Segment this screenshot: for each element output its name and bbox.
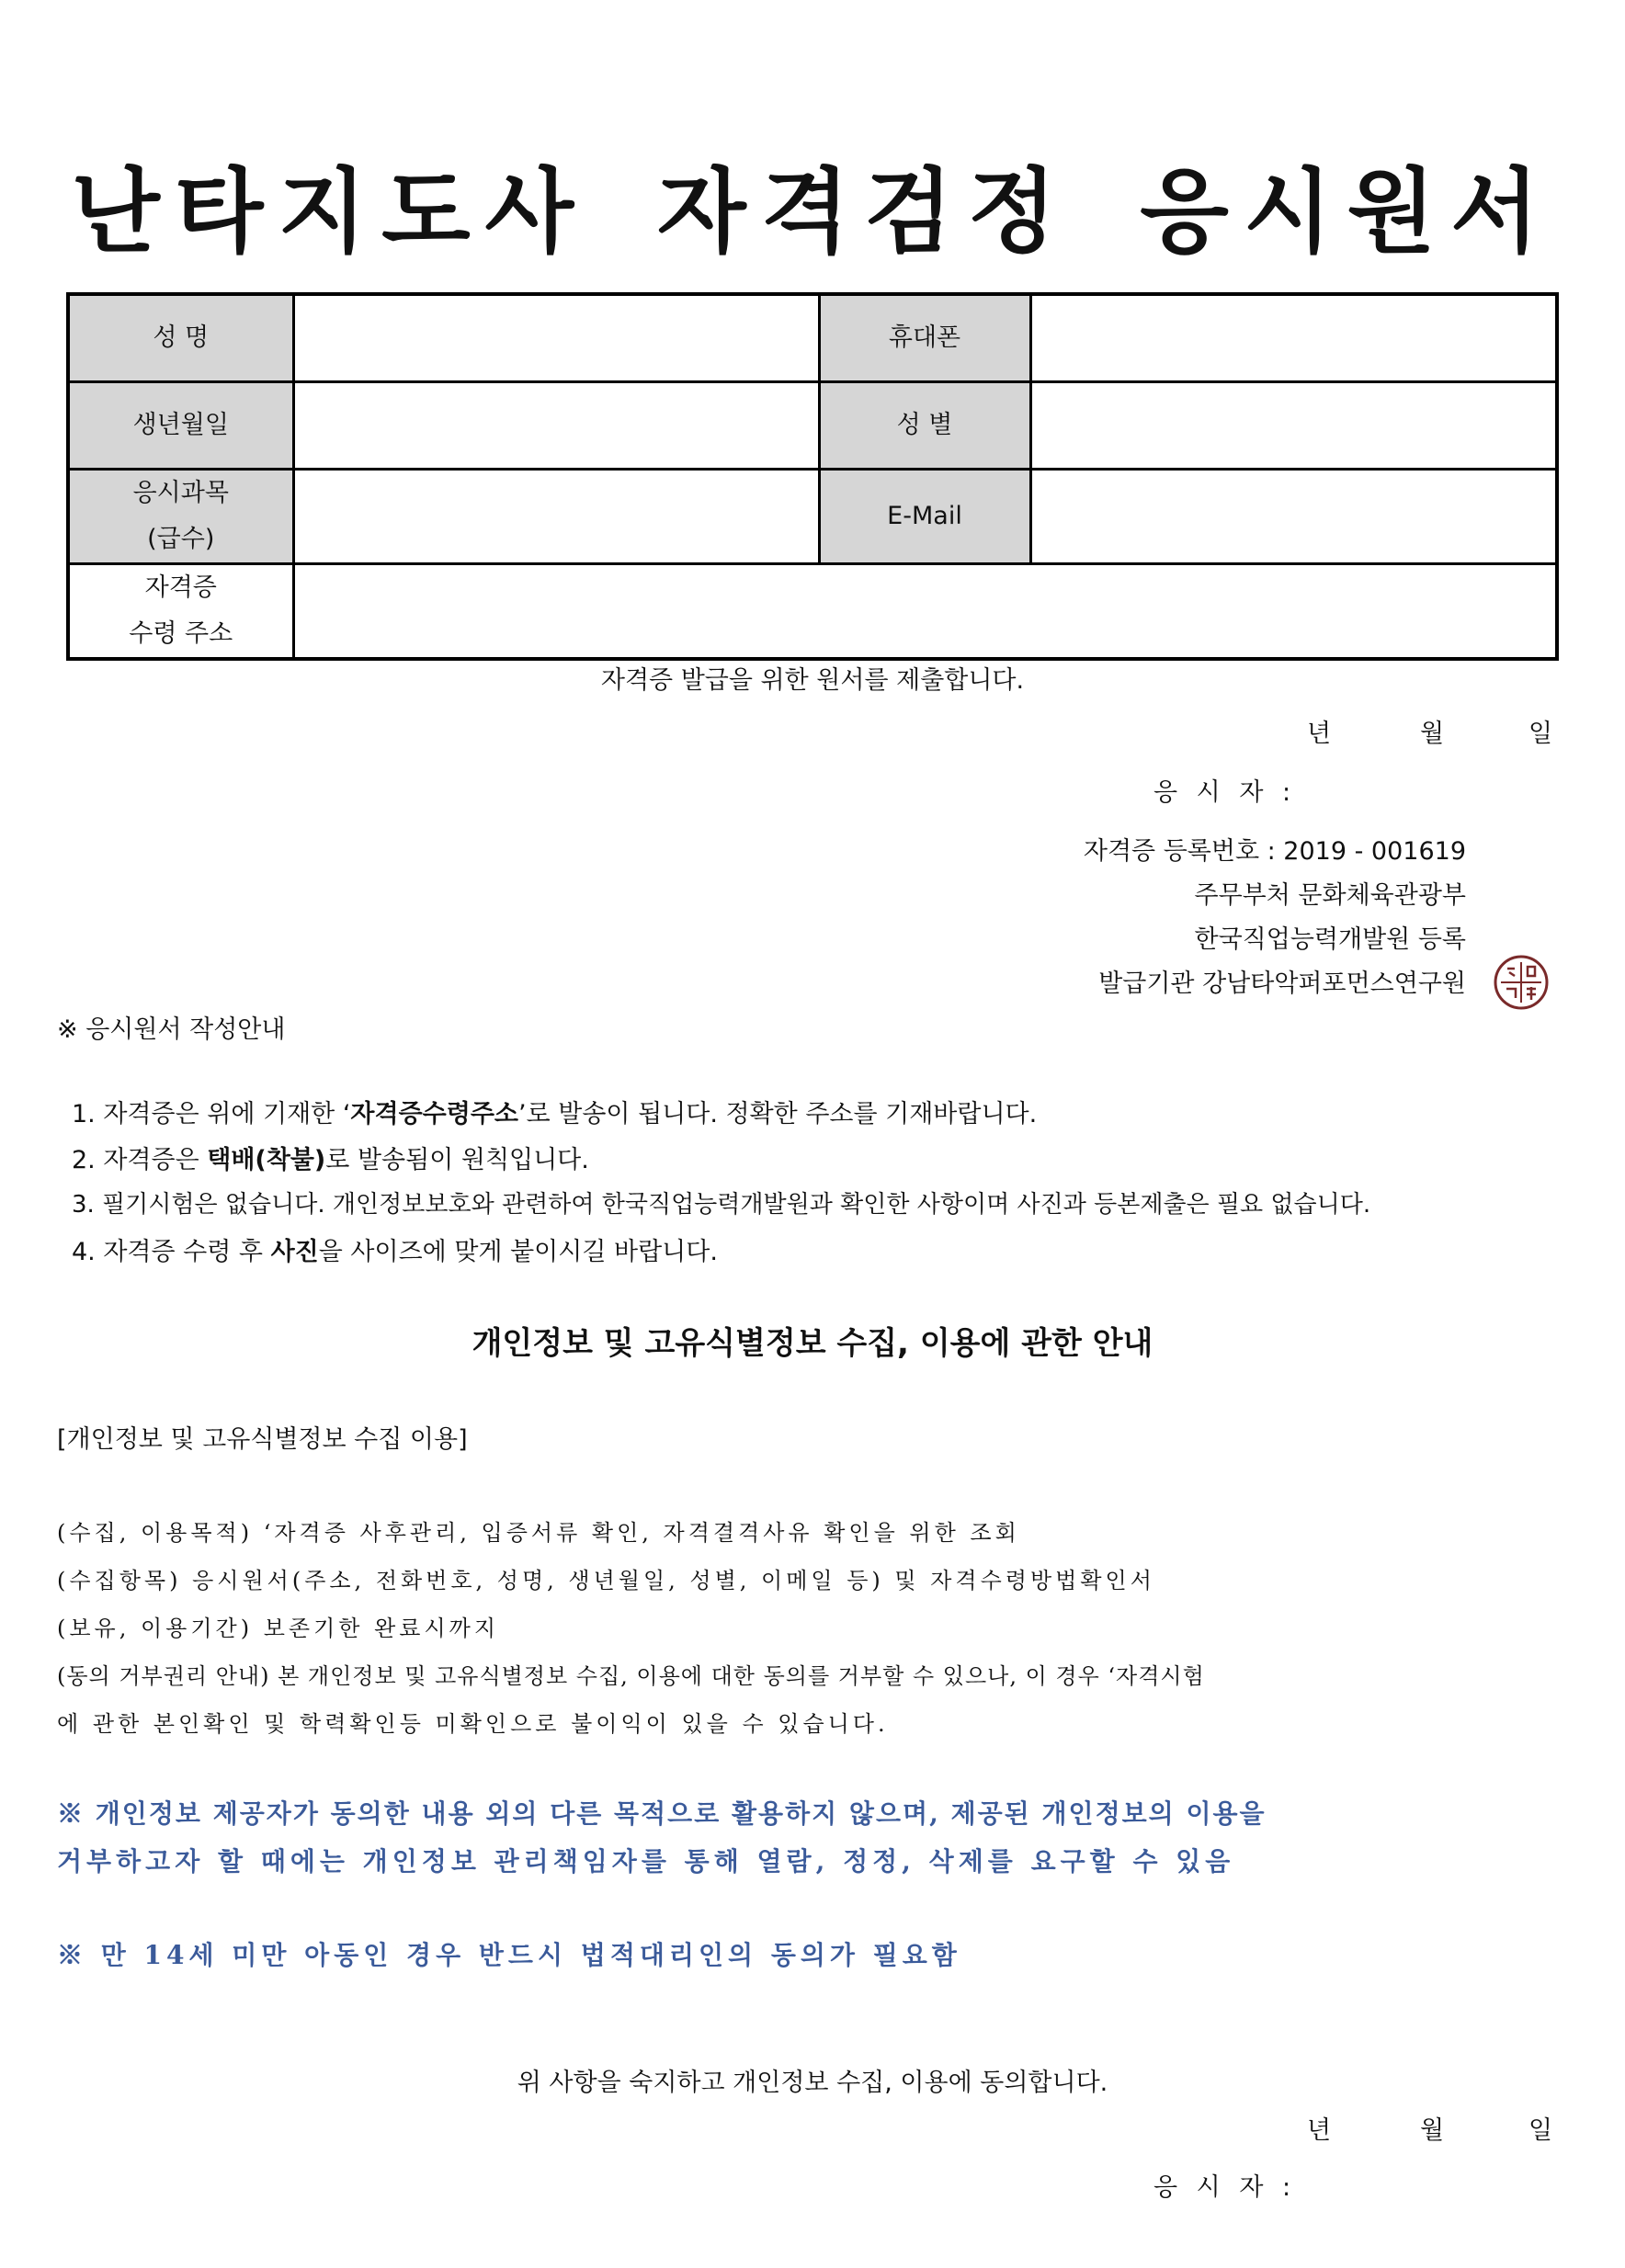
subject-label [68,469,293,563]
privacy-section-title: 개인정보 및 고유식별정보 수집, 이용에 관한 안내 [472,1325,1153,1362]
agree-date-year-label: 년 [1307,2116,1332,2145]
registration-text: 한국직업능력개발원 등록 [1194,925,1466,954]
guide-item-4 [72,1231,718,1267]
date-year-label: 년 [1307,720,1332,748]
guide-item-3: 3. 필기시험은 없습니다. 개인정보보호와 관련하여 한국직업능력개발원과 확인한 사항이며 사진과 등본제출은 필요 없습니다. [72,1191,1371,1219]
email-field[interactable] [1030,469,1557,563]
privacy-notice-2: ※ 만 14세 미만 아동인 경우 반드시 법적대리인의 동의가 필요함 [57,1940,961,1970]
registry-number: 자격증 등록번호 : 2019 - 001619 [1083,837,1466,866]
date-month-label: 월 [1420,720,1445,748]
birthdate-field[interactable] [293,381,819,469]
address-field[interactable] [293,563,1557,659]
official-seal-stamp [1493,954,1550,1011]
privacy-subheading: [개인정보 및 고유식별정보 수집 이용] [57,1425,468,1454]
agree-applicant-signature-label: 응 시 자 : [1153,2173,1297,2202]
guide-item-4-bold: 사진 [270,1238,319,1266]
privacy-items: (수집항목) 응시원서(주소, 전화번호, 성명, 생년월일, 성별, 이메일 등) 및 자격수령방법확인서 [57,1568,1155,1593]
guide-item-1-text-a: 1. 자격증은 위에 기재한 ‘ [72,1100,351,1128]
phone-field[interactable] [1030,294,1557,381]
privacy-refusal-line1: (동의 거부권리 안내) 본 개인정보 및 고유식별정보 수집, 이용에 대한 동의를 거부할 수 있으나, 이 경우 ‘자격시험 [57,1663,1205,1689]
issuer-text: 발급기관 강남타악퍼포먼스연구원 [1098,970,1466,998]
application-form-table [66,292,1559,661]
name-label: 성 명 [68,294,293,381]
email-label: E-Mail [819,469,1030,563]
submit-statement: 자격증 발급을 위한 원서를 제출합니다. [600,666,1025,695]
guide-item-2-bold: 택배(착불) [207,1146,326,1174]
agree-date-day-label: 일 [1528,2116,1553,2145]
date-day-label: 일 [1528,720,1553,748]
guide-item-1 [72,1094,1037,1129]
privacy-notice-1-line2: 거부하고자 할 때에는 개인정보 관리책임자를 통해 열람, 정정, 삭제를 요구할 수 있음 [57,1846,1235,1877]
phone-label: 휴대폰 [819,294,1030,381]
subject-field[interactable] [293,469,819,563]
guide-item-1-text-c: ’로 발송이 됩니다. 정확한 주소를 기재바랍니다. [518,1100,1038,1128]
guide-item-1-bold: 자격증수령주소 [350,1100,518,1128]
agree-date-month-label: 월 [1420,2116,1445,2145]
gender-label: 성 별 [819,381,1030,469]
address-label [68,563,293,659]
privacy-notice-1-line1: ※ 개인정보 제공자가 동의한 내용 외의 다른 목적으로 활용하지 않으며, 제공된 개인정보의 이용을 [57,1798,1267,1829]
subject-label-line2: (급수) [147,524,215,553]
guide-item-4-text-c: 을 사이즈에 맞게 붙이시길 바랍니다. [318,1238,718,1266]
privacy-purpose: (수집, 이용목적) ‘자격증 사후관리, 입증서류 확인, 자격결격사유 확인을 위한 조회 [57,1520,1020,1546]
address-label-line1: 자격증 [144,573,217,602]
name-field[interactable] [293,294,819,381]
guide-heading: ※ 응시원서 작성안내 [57,1015,286,1044]
guide-item-2-text-a: 2. 자격증은 [72,1146,208,1174]
guide-item-2-text-c: 로 발송됨이 원칙입니다. [325,1146,589,1174]
subject-label-line1: 응시과목 [132,478,229,507]
address-label-line2: 수령 주소 [129,618,233,648]
ministry-text: 주무부처 문화체육관광부 [1194,881,1466,910]
privacy-period: (보유, 이용기간) 보존기한 완료시까지 [57,1616,500,1641]
applicant-signature-label: 응 시 자 : [1153,778,1297,807]
document-title: 난타지도사 자격검정 응시원서 [71,158,1554,266]
privacy-agreement-statement: 위 사항을 숙지하고 개인정보 수집, 이용에 동의합니다. [517,2069,1108,2097]
guide-item-4-text-a: 4. 자격증 수령 후 [72,1238,271,1266]
birthdate-label: 생년월일 [68,381,293,469]
gender-field[interactable] [1030,381,1557,469]
guide-item-2 [72,1140,589,1175]
privacy-refusal-line2: 에 관한 본인확인 및 학력확인등 미확인으로 불이익이 있을 수 있습니다. [57,1711,889,1737]
